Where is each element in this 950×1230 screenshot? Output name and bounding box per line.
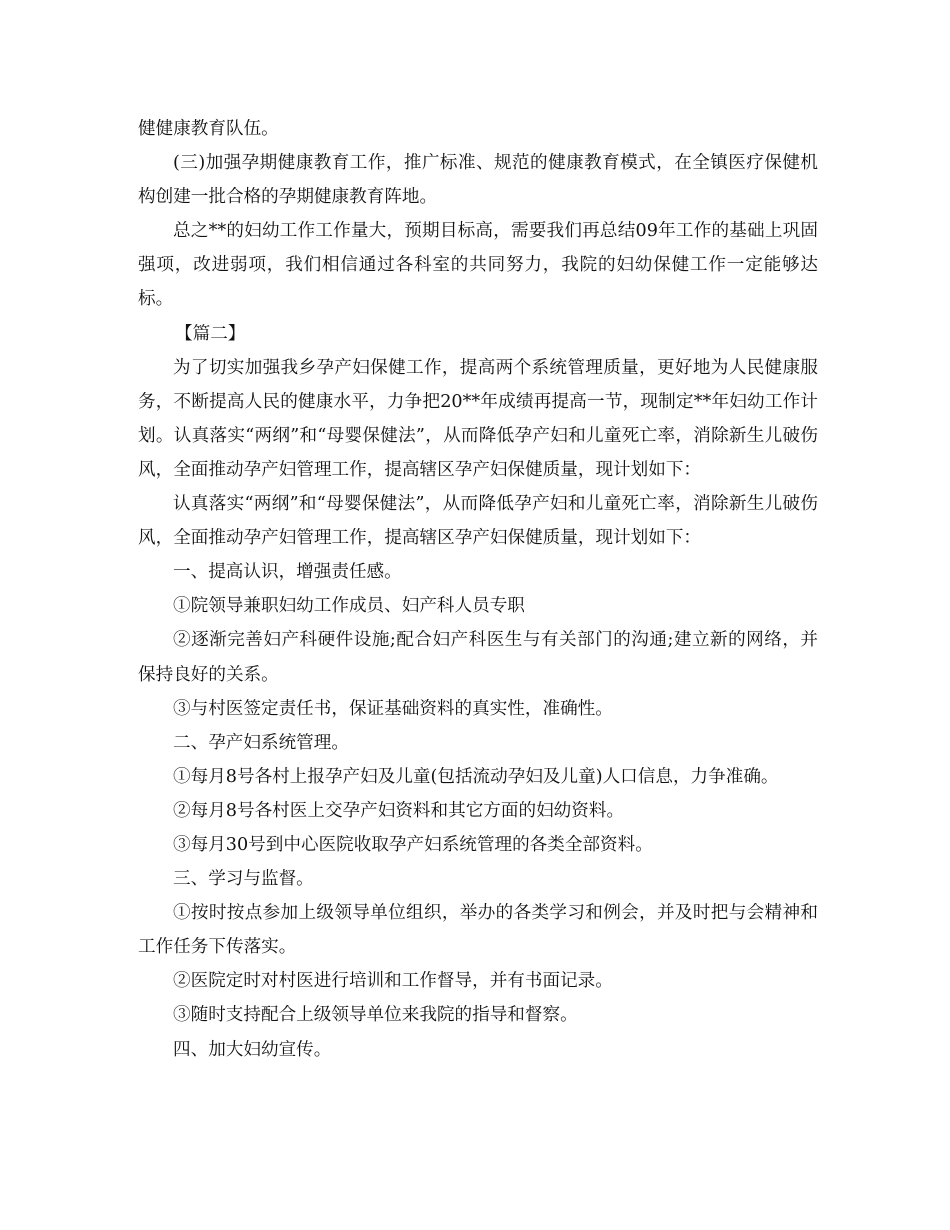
paragraph-pregnancy-education: (三)加强孕期健康教育工作，推广标准、规范的健康教育模式，在全镇医疗保健机构创建一批合格的孕期健康教育阵地。 <box>138 153 818 208</box>
list-item-management-1: ①每月8号各村上报孕产妇及儿童(包括流动孕妇及儿童)人口信息，力争准确。 <box>173 766 779 787</box>
paragraph-summary: 总之**的妇幼工作工作量大，预期目标高，需要我们再总结09年工作的基础上巩固强项，改进弱项，我们相信通过各科室的共同努力，我院的妇幼保健工作一定能够达标。 <box>138 221 818 310</box>
paragraph-plan-statement: 认真落实“两纲”和“母婴保健法”，从而降低孕产妇和儿童死亡率，消除新生儿破伤风，全面推动孕产妇管理工作，提高辖区孕产妇保健质量，现计划如下： <box>138 494 818 549</box>
list-item-awareness-1: ①院领导兼职妇幼工作成员、妇产科人员专职 <box>173 596 525 617</box>
list-item-study-2: ②医院定时对村医进行培训和工作督导，并有书面记录。 <box>173 971 613 992</box>
section-heading-awareness: 一、提高认识，增强责任感。 <box>173 562 402 583</box>
paragraph-continuation: 健健康教育队伍。 <box>138 119 279 139</box>
section-heading-part-two: 【篇二】 <box>175 323 246 344</box>
list-item-awareness-2: ②逐渐完善妇产科硬件设施;配合妇产科医生与有关部门的沟通;建立新的网络，并保持良好的关系。 <box>138 630 818 685</box>
section-heading-study-supervision: 三、学习与监督。 <box>173 869 314 890</box>
list-item-study-1: ①按时按点参加上级领导单位组织，举办的各类学习和例会，并及时把与会精神和工作任务下传落实。 <box>138 903 818 958</box>
section-heading-system-management: 二、孕产妇系统管理。 <box>173 732 349 753</box>
paragraph-intro: 为了切实加强我乡孕产妇保健工作，提高两个系统管理质量，更好地为人民健康服务，不断提高人民的健康水平，力争把20**年成绩再提高一节，现制定**年妇幼工作计划。认真落实“两纲”和“母婴保健法”，从而降低孕产妇和儿童死亡率，消除新生儿破伤风，全面推动孕产妇管理工作，提高辖区孕产妇保健质量，现计划如下： <box>138 357 818 480</box>
list-item-management-2: ②每月8号各村医上交孕产妇资料和其它方面的妇幼资料。 <box>173 800 625 821</box>
list-item-management-3: ③每月30号到中心医院收取孕产妇系统管理的各类全部资料。 <box>173 834 653 855</box>
section-heading-publicity: 四、加大妇幼宣传。 <box>173 1039 332 1060</box>
document-body <box>138 112 818 1067</box>
list-item-awareness-3: ③与村医签定责任书，保证基础资料的真实性，准确性。 <box>173 698 613 719</box>
list-item-study-3: ③随时支持配合上级领导单位来我院的指导和督察。 <box>173 1005 578 1026</box>
